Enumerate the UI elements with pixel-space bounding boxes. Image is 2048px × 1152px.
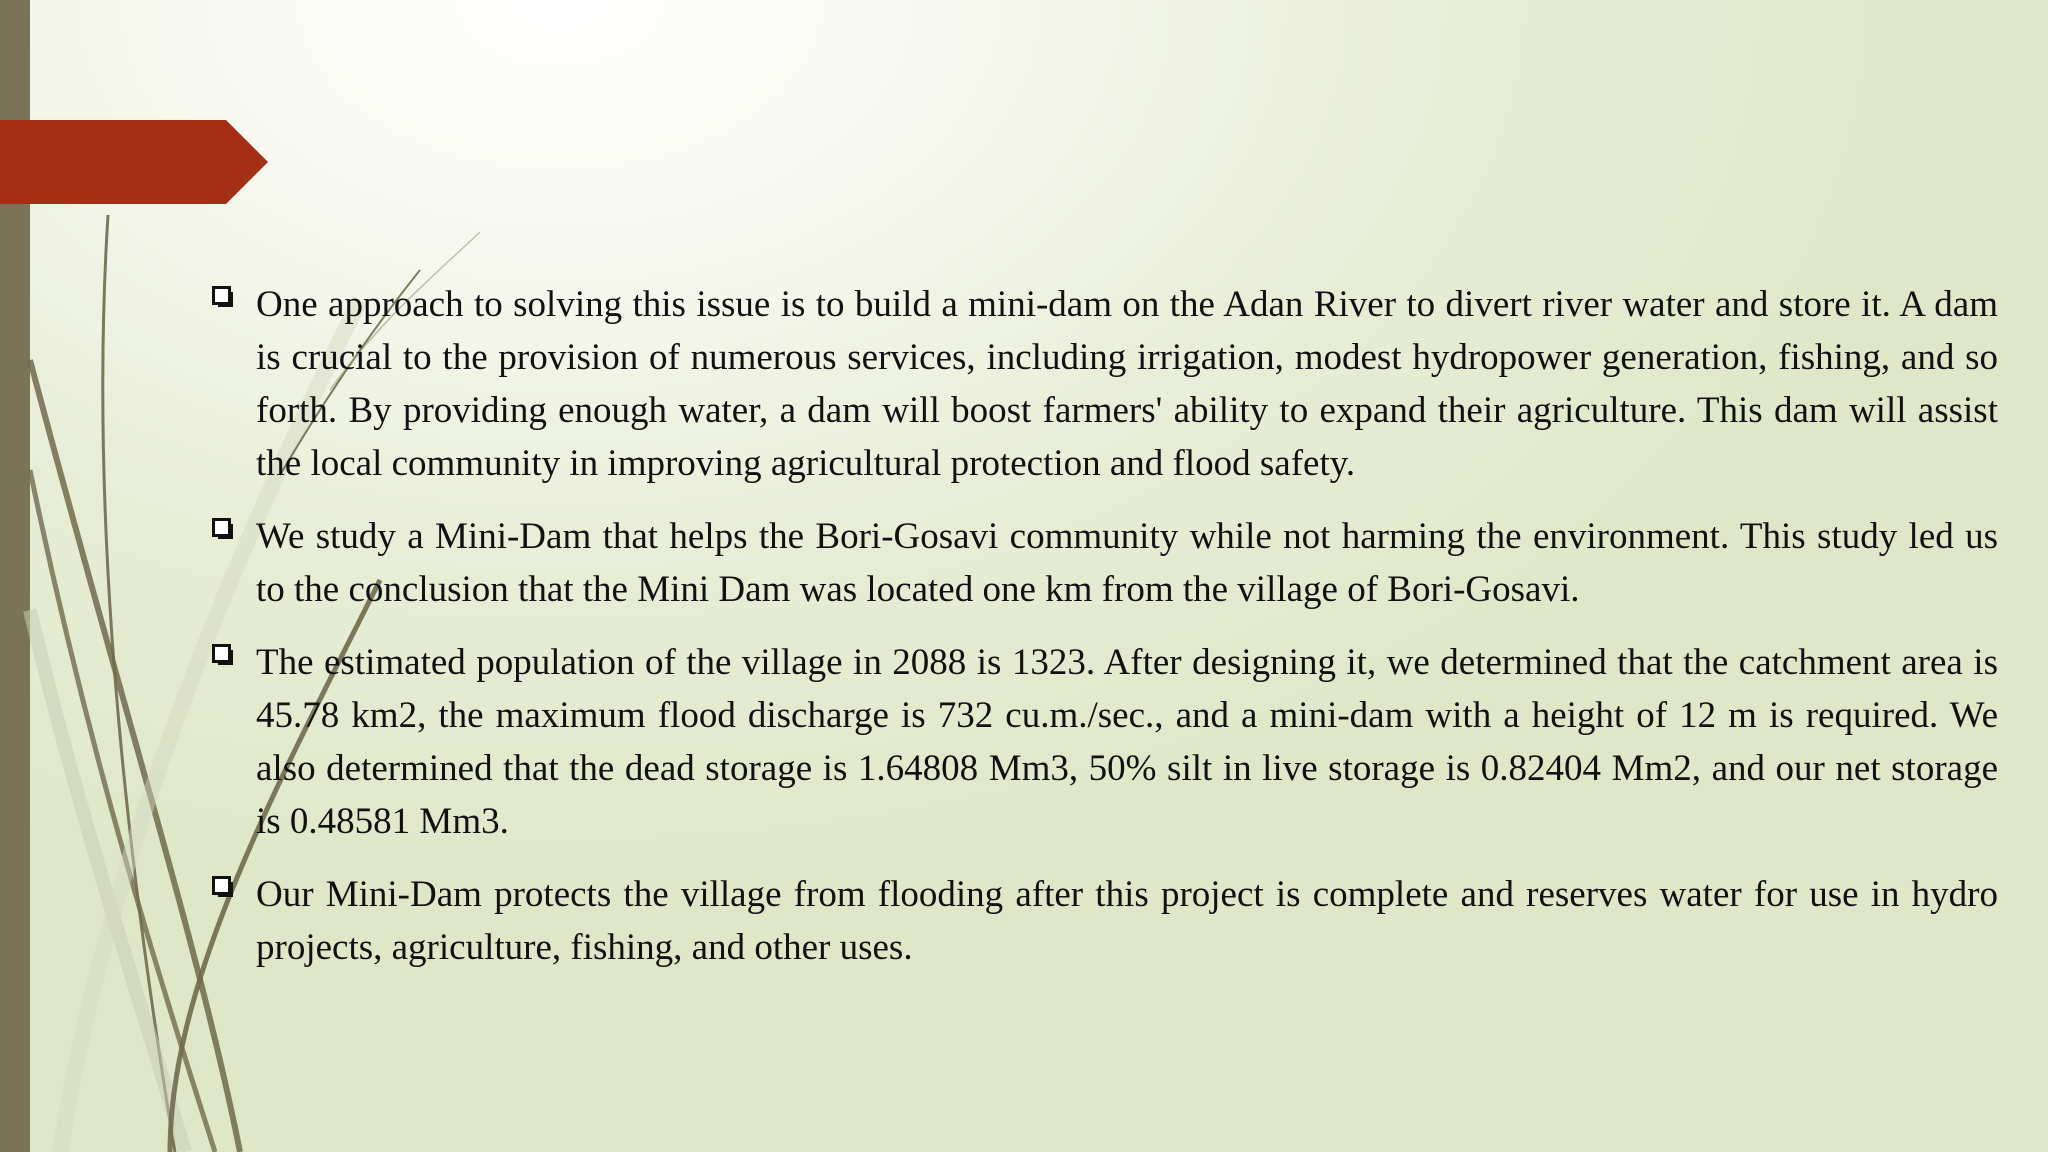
bullet-item — [206, 510, 1998, 616]
bullet-item — [206, 636, 1998, 848]
hollow-square-bullet-icon — [212, 286, 234, 308]
hollow-square-bullet-icon — [212, 644, 234, 666]
bullet-item — [206, 278, 1998, 490]
bullet-text: We study a Mini-Dam that helps the Bori-Gosavi community while not harming the environment. This study led us to the conclusion that the Mini Dam was located one km from the village of Bori-Gosavi. — [256, 516, 1998, 610]
bullet-text: The estimated population of the village in 2088 is 1323. After designing it, we determined that the catchment area is 45.78 km2, the maximum flood discharge is 732 cu.m./sec., and a mini-dam with a height of 12 m is required. We also determined that the dead storage is 1.64808 Mm3, 50% silt in live storage is 0.82404 Mm2, and our net storage is 0.48581 Mm3. — [256, 642, 1998, 842]
hollow-square-bullet-icon — [212, 518, 234, 540]
bullet-item — [206, 868, 1998, 974]
bullet-text: Our Mini-Dam protects the village from flooding after this project is complete and reserves water for use in hydro projects, agriculture, fishing, and other uses. — [256, 874, 1998, 968]
bullet-list — [206, 278, 1998, 994]
accent-arrow-shape — [0, 120, 268, 204]
hollow-square-bullet-icon — [212, 876, 234, 898]
bullet-text: One approach to solving this issue is to build a mini-dam on the Adan River to divert river water and store it. A dam is crucial to the provision of numerous services, including irrigation, modest hydropower generation, fishing, and so forth. By providing enough water, a dam will boost farmers' ability to expand their agriculture. This dam will assist the local community in improving agricultural protection and flood safety. — [256, 284, 1998, 484]
